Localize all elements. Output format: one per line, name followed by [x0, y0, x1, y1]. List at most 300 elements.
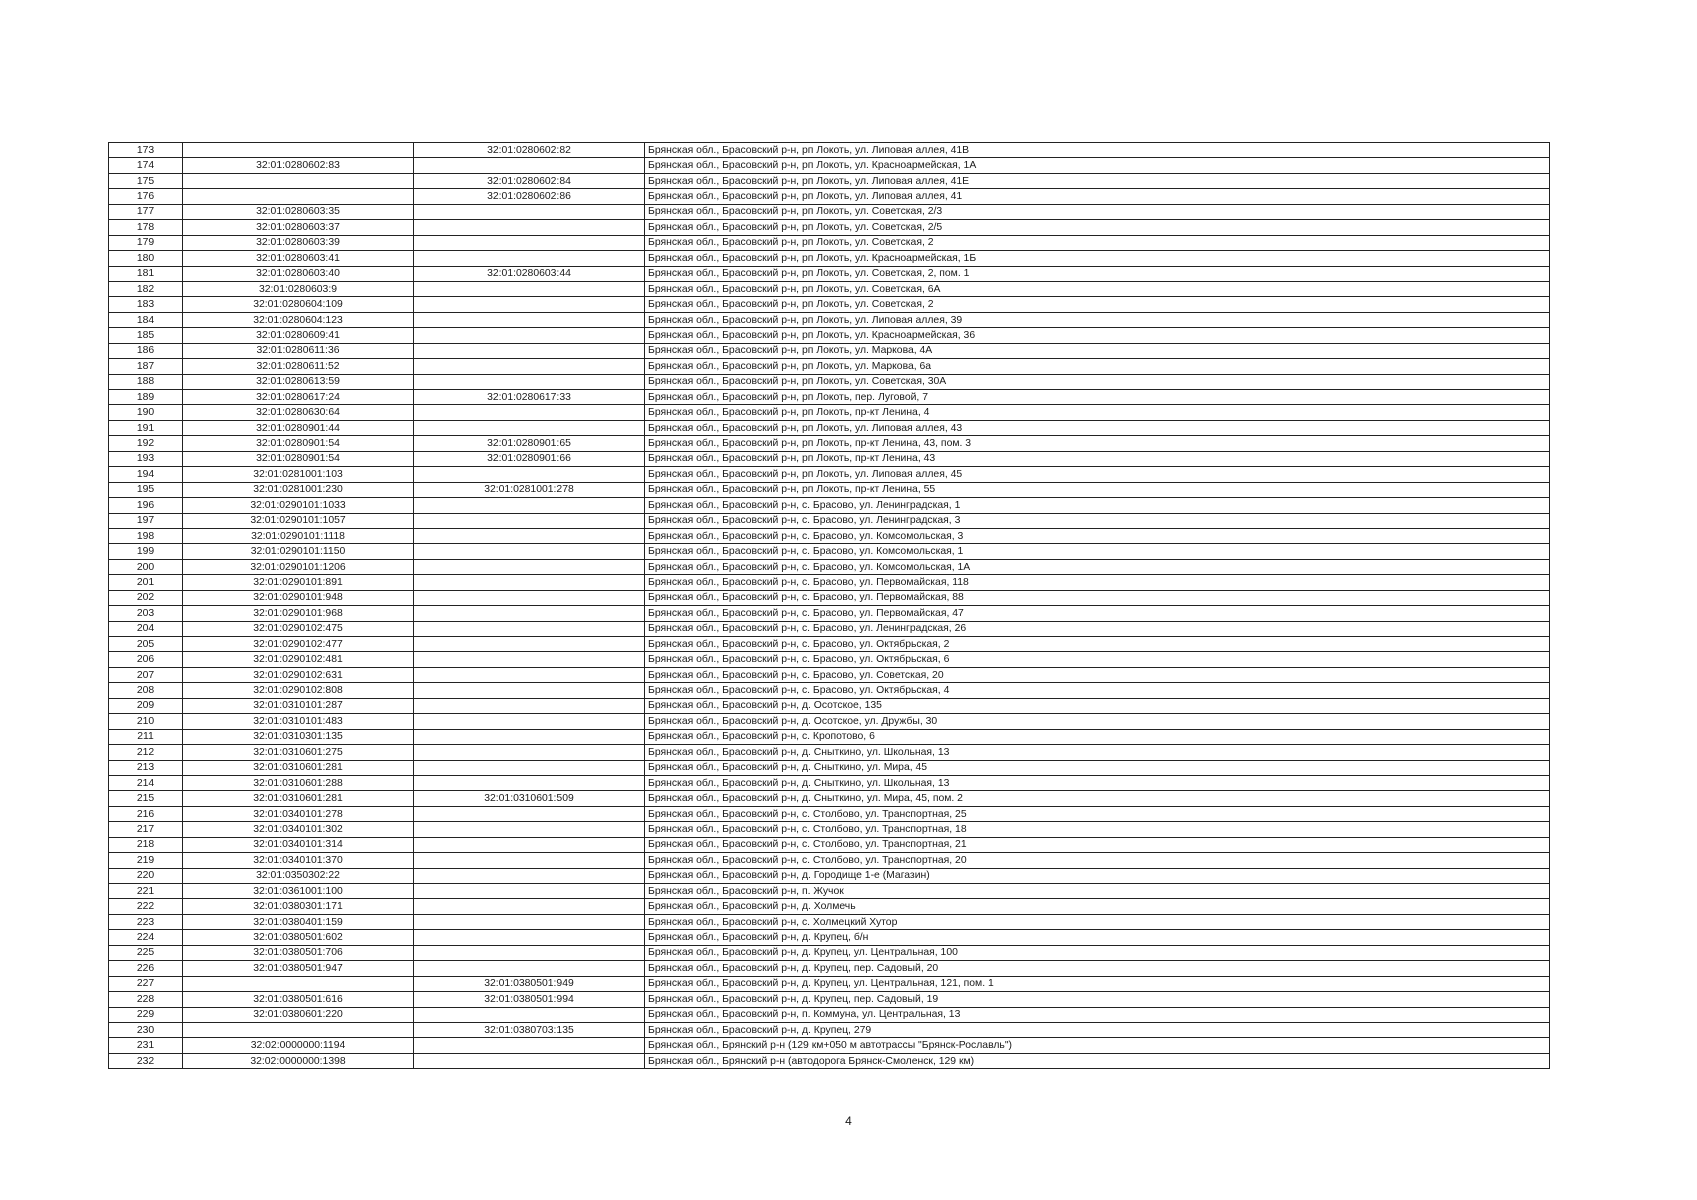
row-number-cell: 188: [109, 374, 183, 389]
table-row: [109, 204, 1550, 219]
data-table: [108, 142, 1550, 1069]
cadastral-number-cell: 32:02:0000000:1194: [183, 1038, 414, 1053]
building-cadastral-number-cell: [414, 868, 645, 883]
table-row: [109, 775, 1550, 790]
row-number-cell: 196: [109, 498, 183, 513]
address-cell: Брянская обл., Брасовский р-н, рп Локоть, ул. Маркова, 4А: [645, 343, 1550, 358]
building-cadastral-number-cell: [414, 945, 645, 960]
row-number-cell: 197: [109, 513, 183, 528]
table-row: [109, 961, 1550, 976]
row-number-cell: 185: [109, 328, 183, 343]
building-cadastral-number-cell: 32:01:0280602:86: [414, 189, 645, 204]
row-number-cell: 229: [109, 1007, 183, 1022]
table-row: [109, 899, 1550, 914]
building-cadastral-number-cell: [414, 343, 645, 358]
row-number-cell: 182: [109, 281, 183, 296]
row-number-cell: 211: [109, 729, 183, 744]
cadastral-number-cell: 32:01:0290101:1206: [183, 559, 414, 574]
table-row: [109, 436, 1550, 451]
building-cadastral-number-cell: [414, 667, 645, 682]
cadastral-number-cell: 32:01:0280604:109: [183, 297, 414, 312]
table-row: [109, 251, 1550, 266]
cadastral-number-cell: 32:01:0340101:370: [183, 853, 414, 868]
building-cadastral-number-cell: [414, 359, 645, 374]
cadastral-number-cell: 32:01:0290102:477: [183, 637, 414, 652]
address-cell: Брянская обл., Брасовский р-н, д. Крупец, пер. Садовый, 20: [645, 961, 1550, 976]
building-cadastral-number-cell: [414, 729, 645, 744]
table-row: [109, 791, 1550, 806]
building-cadastral-number-cell: [414, 590, 645, 605]
address-cell: Брянская обл., Брасовский р-н, рп Локоть, ул. Советская, 6А: [645, 281, 1550, 296]
building-cadastral-number-cell: [414, 498, 645, 513]
row-number-cell: 228: [109, 992, 183, 1007]
row-number-cell: 204: [109, 621, 183, 636]
address-cell: Брянская обл., Брасовский р-н, с. Столбово, ул. Транспортная, 18: [645, 822, 1550, 837]
building-cadastral-number-cell: [414, 606, 645, 621]
address-cell: Брянская обл., Брасовский р-н, рп Локоть, пр-кт Ленина, 55: [645, 482, 1550, 497]
row-number-cell: 200: [109, 559, 183, 574]
table-row: [109, 1053, 1550, 1068]
row-number-cell: 187: [109, 359, 183, 374]
row-number-cell: 227: [109, 976, 183, 991]
row-number-cell: 210: [109, 714, 183, 729]
table-row: [109, 1007, 1550, 1022]
cadastral-number-cell: 32:01:0290101:891: [183, 575, 414, 590]
address-cell: Брянская обл., Брасовский р-н, д. Крупец, пер. Садовый, 19: [645, 992, 1550, 1007]
row-number-cell: 193: [109, 451, 183, 466]
building-cadastral-number-cell: 32:01:0380501:949: [414, 976, 645, 991]
cadastral-number-cell: 32:01:0280602:83: [183, 158, 414, 173]
address-cell: Брянская обл., Брянский р-н (129 км+050 м автотрассы "Брянск-Рославль"): [645, 1038, 1550, 1053]
cadastral-number-cell: 32:01:0310601:288: [183, 775, 414, 790]
row-number-cell: 222: [109, 899, 183, 914]
building-cadastral-number-cell: 32:01:0281001:278: [414, 482, 645, 497]
row-number-cell: 216: [109, 806, 183, 821]
building-cadastral-number-cell: [414, 204, 645, 219]
row-number-cell: 203: [109, 606, 183, 621]
building-cadastral-number-cell: [414, 513, 645, 528]
cadastral-number-cell: 32:01:0340101:302: [183, 822, 414, 837]
address-cell: Брянская обл., Брасовский р-н, с. Брасово, ул. Октябрьская, 6: [645, 652, 1550, 667]
address-cell: Брянская обл., Брасовский р-н, рп Локоть, ул. Липовая аллея, 41: [645, 189, 1550, 204]
row-number-cell: 205: [109, 637, 183, 652]
cadastral-number-cell: 32:01:0380501:706: [183, 945, 414, 960]
cadastral-number-cell: 32:01:0290102:631: [183, 667, 414, 682]
address-cell: Брянская обл., Брасовский р-н, с. Брасово, ул. Октябрьская, 2: [645, 637, 1550, 652]
building-cadastral-number-cell: [414, 251, 645, 266]
cadastral-number-cell: 32:01:0290102:808: [183, 683, 414, 698]
address-cell: Брянская обл., Брасовский р-н, рп Локоть, ул. Красноармейская, 36: [645, 328, 1550, 343]
cadastral-number-cell: 32:01:0310601:281: [183, 791, 414, 806]
table-row: [109, 297, 1550, 312]
building-cadastral-number-cell: [414, 621, 645, 636]
table-row: [109, 281, 1550, 296]
row-number-cell: 226: [109, 961, 183, 976]
building-cadastral-number-cell: 32:01:0280617:33: [414, 390, 645, 405]
address-cell: Брянская обл., Брасовский р-н, рп Локоть, пр-кт Ленина, 43, пом. 3: [645, 436, 1550, 451]
cadastral-number-cell: 32:01:0380401:159: [183, 914, 414, 929]
row-number-cell: 206: [109, 652, 183, 667]
cadastral-number-cell: 32:01:0280603:40: [183, 266, 414, 281]
table-row: [109, 930, 1550, 945]
table-row: [109, 498, 1550, 513]
row-number-cell: 212: [109, 745, 183, 760]
table-row: [109, 976, 1550, 991]
table-row: [109, 667, 1550, 682]
cadastral-number-cell: 32:01:0310601:281: [183, 760, 414, 775]
building-cadastral-number-cell: [414, 822, 645, 837]
cadastral-number-cell: 32:01:0280603:41: [183, 251, 414, 266]
cadastral-number-cell: [183, 173, 414, 188]
address-cell: Брянская обл., Брасовский р-н, рп Локоть, ул. Советская, 2, пом. 1: [645, 266, 1550, 281]
address-cell: Брянская обл., Брасовский р-н, рп Локоть, ул. Маркова, 6а: [645, 359, 1550, 374]
table-row: [109, 312, 1550, 327]
table-row: [109, 652, 1550, 667]
building-cadastral-number-cell: [414, 374, 645, 389]
row-number-cell: 231: [109, 1038, 183, 1053]
table-row: [109, 328, 1550, 343]
table-row: [109, 698, 1550, 713]
table-row: [109, 760, 1550, 775]
address-cell: Брянская обл., Брасовский р-н, рп Локоть, ул. Красноармейская, 1Б: [645, 251, 1550, 266]
address-cell: Брянская обл., Брасовский р-н, д. Крупец, б/н: [645, 930, 1550, 945]
row-number-cell: 175: [109, 173, 183, 188]
row-number-cell: 219: [109, 853, 183, 868]
address-cell: Брянская обл., Брасовский р-н, рп Локоть, ул. Советская, 2: [645, 235, 1550, 250]
row-number-cell: 173: [109, 143, 183, 158]
row-number-cell: 213: [109, 760, 183, 775]
cadastral-number-cell: [183, 143, 414, 158]
row-number-cell: 232: [109, 1053, 183, 1068]
row-number-cell: 208: [109, 683, 183, 698]
table-row: [109, 374, 1550, 389]
table-row: [109, 621, 1550, 636]
address-cell: Брянская обл., Брасовский р-н, с. Холмецкий Хутор: [645, 914, 1550, 929]
row-number-cell: 199: [109, 544, 183, 559]
building-cadastral-number-cell: [414, 652, 645, 667]
table-row: [109, 884, 1550, 899]
row-number-cell: 194: [109, 467, 183, 482]
table-row: [109, 837, 1550, 852]
address-cell: Брянская обл., Брасовский р-н, рп Локоть, ул. Советская, 2: [645, 297, 1550, 312]
building-cadastral-number-cell: 32:01:0280603:44: [414, 266, 645, 281]
cadastral-number-cell: 32:01:0280617:24: [183, 390, 414, 405]
row-number-cell: 230: [109, 1022, 183, 1037]
table-body: [109, 143, 1550, 1069]
address-cell: Брянская обл., Брасовский р-н, с. Столбово, ул. Транспортная, 20: [645, 853, 1550, 868]
address-cell: Брянская обл., Брасовский р-н, д. Осотское, 135: [645, 698, 1550, 713]
row-number-cell: 180: [109, 251, 183, 266]
building-cadastral-number-cell: 32:01:0280901:65: [414, 436, 645, 451]
row-number-cell: 176: [109, 189, 183, 204]
table-row: [109, 590, 1550, 605]
row-number-cell: 220: [109, 868, 183, 883]
row-number-cell: 218: [109, 837, 183, 852]
building-cadastral-number-cell: 32:01:0310601:509: [414, 791, 645, 806]
cadastral-number-cell: 32:01:0280603:9: [183, 281, 414, 296]
address-cell: Брянская обл., Брасовский р-н, с. Брасово, ул. Октябрьская, 4: [645, 683, 1550, 698]
cadastral-number-cell: [183, 1022, 414, 1037]
address-cell: Брянская обл., Брасовский р-н, д. Крупец, 279: [645, 1022, 1550, 1037]
row-number-cell: 174: [109, 158, 183, 173]
address-cell: Брянская обл., Брасовский р-н, п. Жучок: [645, 884, 1550, 899]
cadastral-number-cell: 32:01:0350302:22: [183, 868, 414, 883]
table-row: [109, 544, 1550, 559]
cadastral-number-cell: [183, 976, 414, 991]
row-number-cell: 191: [109, 420, 183, 435]
row-number-cell: 177: [109, 204, 183, 219]
address-cell: Брянская обл., Брасовский р-н, с. Брасово, ул. Комсомольская, 3: [645, 528, 1550, 543]
building-cadastral-number-cell: [414, 714, 645, 729]
address-cell: Брянская обл., Брасовский р-н, рп Локоть, ул. Советская, 30А: [645, 374, 1550, 389]
building-cadastral-number-cell: [414, 1007, 645, 1022]
row-number-cell: 207: [109, 667, 183, 682]
row-number-cell: 217: [109, 822, 183, 837]
cadastral-number-cell: 32:01:0280901:54: [183, 451, 414, 466]
row-number-cell: 186: [109, 343, 183, 358]
cadastral-number-cell: 32:01:0280609:41: [183, 328, 414, 343]
table-row: [109, 637, 1550, 652]
address-cell: Брянская обл., Брасовский р-н, д. Сныткино, ул. Школьная, 13: [645, 745, 1550, 760]
table-row: [109, 266, 1550, 281]
address-cell: Брянская обл., Брасовский р-н, с. Брасово, ул. Первомайская, 47: [645, 606, 1550, 621]
building-cadastral-number-cell: [414, 837, 645, 852]
cadastral-number-cell: 32:01:0340101:314: [183, 837, 414, 852]
building-cadastral-number-cell: [414, 528, 645, 543]
table-row: [109, 606, 1550, 621]
address-cell: Брянская обл., Брасовский р-н, рп Локоть, ул. Липовая аллея, 45: [645, 467, 1550, 482]
cadastral-number-cell: 32:01:0280613:59: [183, 374, 414, 389]
address-cell: Брянская обл., Брасовский р-н, с. Кропотово, 6: [645, 729, 1550, 744]
address-cell: Брянская обл., Брасовский р-н, с. Брасово, ул. Советская, 20: [645, 667, 1550, 682]
cadastral-number-cell: 32:01:0290101:968: [183, 606, 414, 621]
table-row: [109, 575, 1550, 590]
table-row: [109, 143, 1550, 158]
building-cadastral-number-cell: [414, 559, 645, 574]
table-row: [109, 513, 1550, 528]
row-number-cell: 214: [109, 775, 183, 790]
cadastral-number-cell: 32:01:0310101:287: [183, 698, 414, 713]
address-cell: Брянская обл., Брасовский р-н, с. Столбово, ул. Транспортная, 25: [645, 806, 1550, 821]
row-number-cell: 201: [109, 575, 183, 590]
cadastral-number-cell: 32:01:0380501:602: [183, 930, 414, 945]
page-number: 4: [845, 1114, 852, 1128]
address-cell: Брянская обл., Брасовский р-н, рп Локоть, ул. Липовая аллея, 41В: [645, 143, 1550, 158]
table-row: [109, 714, 1550, 729]
building-cadastral-number-cell: [414, 420, 645, 435]
building-cadastral-number-cell: [414, 405, 645, 420]
address-cell: Брянская обл., Брасовский р-н, с. Брасово, ул. Первомайская, 88: [645, 590, 1550, 605]
table-row: [109, 359, 1550, 374]
cadastral-number-cell: 32:01:0281001:103: [183, 467, 414, 482]
row-number-cell: 183: [109, 297, 183, 312]
building-cadastral-number-cell: 32:01:0280602:82: [414, 143, 645, 158]
cadastral-number-cell: 32:01:0310301:135: [183, 729, 414, 744]
cadastral-number-cell: 32:01:0280901:54: [183, 436, 414, 451]
table-row: [109, 528, 1550, 543]
cadastral-number-cell: 32:01:0280604:123: [183, 312, 414, 327]
building-cadastral-number-cell: 32:01:0380703:135: [414, 1022, 645, 1037]
building-cadastral-number-cell: 32:01:0280602:84: [414, 173, 645, 188]
building-cadastral-number-cell: [414, 467, 645, 482]
cadastral-number-cell: 32:01:0380501:616: [183, 992, 414, 1007]
table-row: [109, 420, 1550, 435]
cadastral-number-cell: 32:01:0380601:220: [183, 1007, 414, 1022]
address-cell: Брянская обл., Брасовский р-н, рп Локоть, пр-кт Ленина, 4: [645, 405, 1550, 420]
building-cadastral-number-cell: [414, 1053, 645, 1068]
row-number-cell: 178: [109, 220, 183, 235]
cadastral-number-cell: 32:01:0290101:1118: [183, 528, 414, 543]
row-number-cell: 224: [109, 930, 183, 945]
cadastral-number-cell: 32:01:0280611:36: [183, 343, 414, 358]
building-cadastral-number-cell: [414, 637, 645, 652]
row-number-cell: 192: [109, 436, 183, 451]
cadastral-number-cell: 32:01:0290101:1033: [183, 498, 414, 513]
building-cadastral-number-cell: [414, 575, 645, 590]
cadastral-number-cell: 32:01:0340101:278: [183, 806, 414, 821]
table-row: [109, 992, 1550, 1007]
cadastral-number-cell: [183, 189, 414, 204]
cadastral-number-cell: 32:02:0000000:1398: [183, 1053, 414, 1068]
table-row: [109, 1038, 1550, 1053]
cadastral-number-cell: 32:01:0290102:475: [183, 621, 414, 636]
table-row: [109, 451, 1550, 466]
building-cadastral-number-cell: [414, 760, 645, 775]
table-row: [109, 1022, 1550, 1037]
table-row: [109, 189, 1550, 204]
building-cadastral-number-cell: [414, 853, 645, 868]
row-number-cell: 190: [109, 405, 183, 420]
address-cell: Брянская обл., Брасовский р-н, д. Сныткино, ул. Школьная, 13: [645, 775, 1550, 790]
address-cell: Брянская обл., Брасовский р-н, д. Крупец, ул. Центральная, 100: [645, 945, 1550, 960]
address-cell: Брянская обл., Брасовский р-н, д. Городище 1-е (Магазин): [645, 868, 1550, 883]
address-cell: Брянская обл., Брасовский р-н, рп Локоть, ул. Липовая аллея, 43: [645, 420, 1550, 435]
address-cell: Брянская обл., Брасовский р-н, с. Столбово, ул. Транспортная, 21: [645, 837, 1550, 852]
address-cell: Брянская обл., Брасовский р-н, рп Локоть, ул. Липовая аллея, 41Е: [645, 173, 1550, 188]
table-row: [109, 482, 1550, 497]
table-row: [109, 220, 1550, 235]
row-number-cell: 202: [109, 590, 183, 605]
table-row: [109, 914, 1550, 929]
row-number-cell: 225: [109, 945, 183, 960]
cadastral-number-cell: 32:01:0280603:35: [183, 204, 414, 219]
building-cadastral-number-cell: [414, 328, 645, 343]
table-row: [109, 559, 1550, 574]
building-cadastral-number-cell: [414, 899, 645, 914]
building-cadastral-number-cell: [414, 683, 645, 698]
table-row: [109, 806, 1550, 821]
cadastral-number-cell: 32:01:0280901:44: [183, 420, 414, 435]
table-row: [109, 683, 1550, 698]
building-cadastral-number-cell: [414, 698, 645, 713]
address-cell: Брянская обл., Брасовский р-н, с. Брасово, ул. Ленинградская, 3: [645, 513, 1550, 528]
cadastral-number-cell: 32:01:0290102:481: [183, 652, 414, 667]
table-row: [109, 390, 1550, 405]
table-row: [109, 467, 1550, 482]
building-cadastral-number-cell: [414, 884, 645, 899]
cadastral-number-cell: 32:01:0281001:230: [183, 482, 414, 497]
building-cadastral-number-cell: [414, 1038, 645, 1053]
address-cell: Брянская обл., Брасовский р-н, с. Брасово, ул. Комсомольская, 1: [645, 544, 1550, 559]
row-number-cell: 181: [109, 266, 183, 281]
table-row: [109, 729, 1550, 744]
address-cell: Брянская обл., Брянский р-н (автодорога Брянск-Смоленск, 129 км): [645, 1053, 1550, 1068]
row-number-cell: 195: [109, 482, 183, 497]
address-cell: Брянская обл., Брасовский р-н, с. Брасово, ул. Ленинградская, 1: [645, 498, 1550, 513]
row-number-cell: 198: [109, 528, 183, 543]
building-cadastral-number-cell: [414, 544, 645, 559]
building-cadastral-number-cell: [414, 961, 645, 976]
cadastral-number-cell: 32:01:0361001:100: [183, 884, 414, 899]
cadastral-number-cell: 32:01:0380501:947: [183, 961, 414, 976]
row-number-cell: 184: [109, 312, 183, 327]
address-cell: Брянская обл., Брасовский р-н, д. Крупец, ул. Центральная, 121, пом. 1: [645, 976, 1550, 991]
address-cell: Брянская обл., Брасовский р-н, с. Брасово, ул. Комсомольская, 1А: [645, 559, 1550, 574]
address-cell: Брянская обл., Брасовский р-н, с. Брасово, ул. Первомайская, 118: [645, 575, 1550, 590]
table-row: [109, 235, 1550, 250]
cadastral-number-cell: 32:01:0280611:52: [183, 359, 414, 374]
row-number-cell: 189: [109, 390, 183, 405]
address-cell: Брянская обл., Брасовский р-н, с. Брасово, ул. Ленинградская, 26: [645, 621, 1550, 636]
row-number-cell: 223: [109, 914, 183, 929]
table-row: [109, 173, 1550, 188]
building-cadastral-number-cell: [414, 914, 645, 929]
table-row: [109, 405, 1550, 420]
cadastral-number-cell: 32:01:0380301:171: [183, 899, 414, 914]
cadastral-number-cell: 32:01:0290101:1150: [183, 544, 414, 559]
cadastral-number-cell: 32:01:0280603:39: [183, 235, 414, 250]
row-number-cell: 221: [109, 884, 183, 899]
table-row: [109, 945, 1550, 960]
cadastral-number-cell: 32:01:0310101:483: [183, 714, 414, 729]
row-number-cell: 215: [109, 791, 183, 806]
address-cell: Брянская обл., Брасовский р-н, д. Холмечь: [645, 899, 1550, 914]
table-row: [109, 868, 1550, 883]
cadastral-number-cell: 32:01:0280630:64: [183, 405, 414, 420]
address-cell: Брянская обл., Брасовский р-н, рп Локоть, пер. Луговой, 7: [645, 390, 1550, 405]
building-cadastral-number-cell: [414, 745, 645, 760]
building-cadastral-number-cell: [414, 281, 645, 296]
address-cell: Брянская обл., Брасовский р-н, п. Коммуна, ул. Центральная, 13: [645, 1007, 1550, 1022]
building-cadastral-number-cell: [414, 297, 645, 312]
address-cell: Брянская обл., Брасовский р-н, рп Локоть, ул. Советская, 2/5: [645, 220, 1550, 235]
address-cell: Брянская обл., Брасовский р-н, д. Сныткино, ул. Мира, 45: [645, 760, 1550, 775]
address-cell: Брянская обл., Брасовский р-н, рп Локоть, ул. Красноармейская, 1А: [645, 158, 1550, 173]
building-cadastral-number-cell: [414, 930, 645, 945]
building-cadastral-number-cell: [414, 235, 645, 250]
table-row: [109, 745, 1550, 760]
address-cell: Брянская обл., Брасовский р-н, д. Сныткино, ул. Мира, 45, пом. 2: [645, 791, 1550, 806]
cadastral-number-cell: 32:01:0310601:275: [183, 745, 414, 760]
cadastral-number-cell: 32:01:0290101:948: [183, 590, 414, 605]
address-cell: Брянская обл., Брасовский р-н, рп Локоть, ул. Липовая аллея, 39: [645, 312, 1550, 327]
row-number-cell: 179: [109, 235, 183, 250]
building-cadastral-number-cell: [414, 158, 645, 173]
building-cadastral-number-cell: [414, 220, 645, 235]
cadastral-number-cell: 32:01:0280603:37: [183, 220, 414, 235]
cadastral-number-cell: 32:01:0290101:1057: [183, 513, 414, 528]
address-cell: Брянская обл., Брасовский р-н, рп Локоть, ул. Советская, 2/3: [645, 204, 1550, 219]
address-cell: Брянская обл., Брасовский р-н, д. Осотское, ул. Дружбы, 30: [645, 714, 1550, 729]
building-cadastral-number-cell: 32:01:0280901:66: [414, 451, 645, 466]
row-number-cell: 209: [109, 698, 183, 713]
building-cadastral-number-cell: [414, 806, 645, 821]
table-row: [109, 853, 1550, 868]
address-cell: Брянская обл., Брасовский р-н, рп Локоть, пр-кт Ленина, 43: [645, 451, 1550, 466]
table-row: [109, 822, 1550, 837]
building-cadastral-number-cell: [414, 312, 645, 327]
table-row: [109, 343, 1550, 358]
